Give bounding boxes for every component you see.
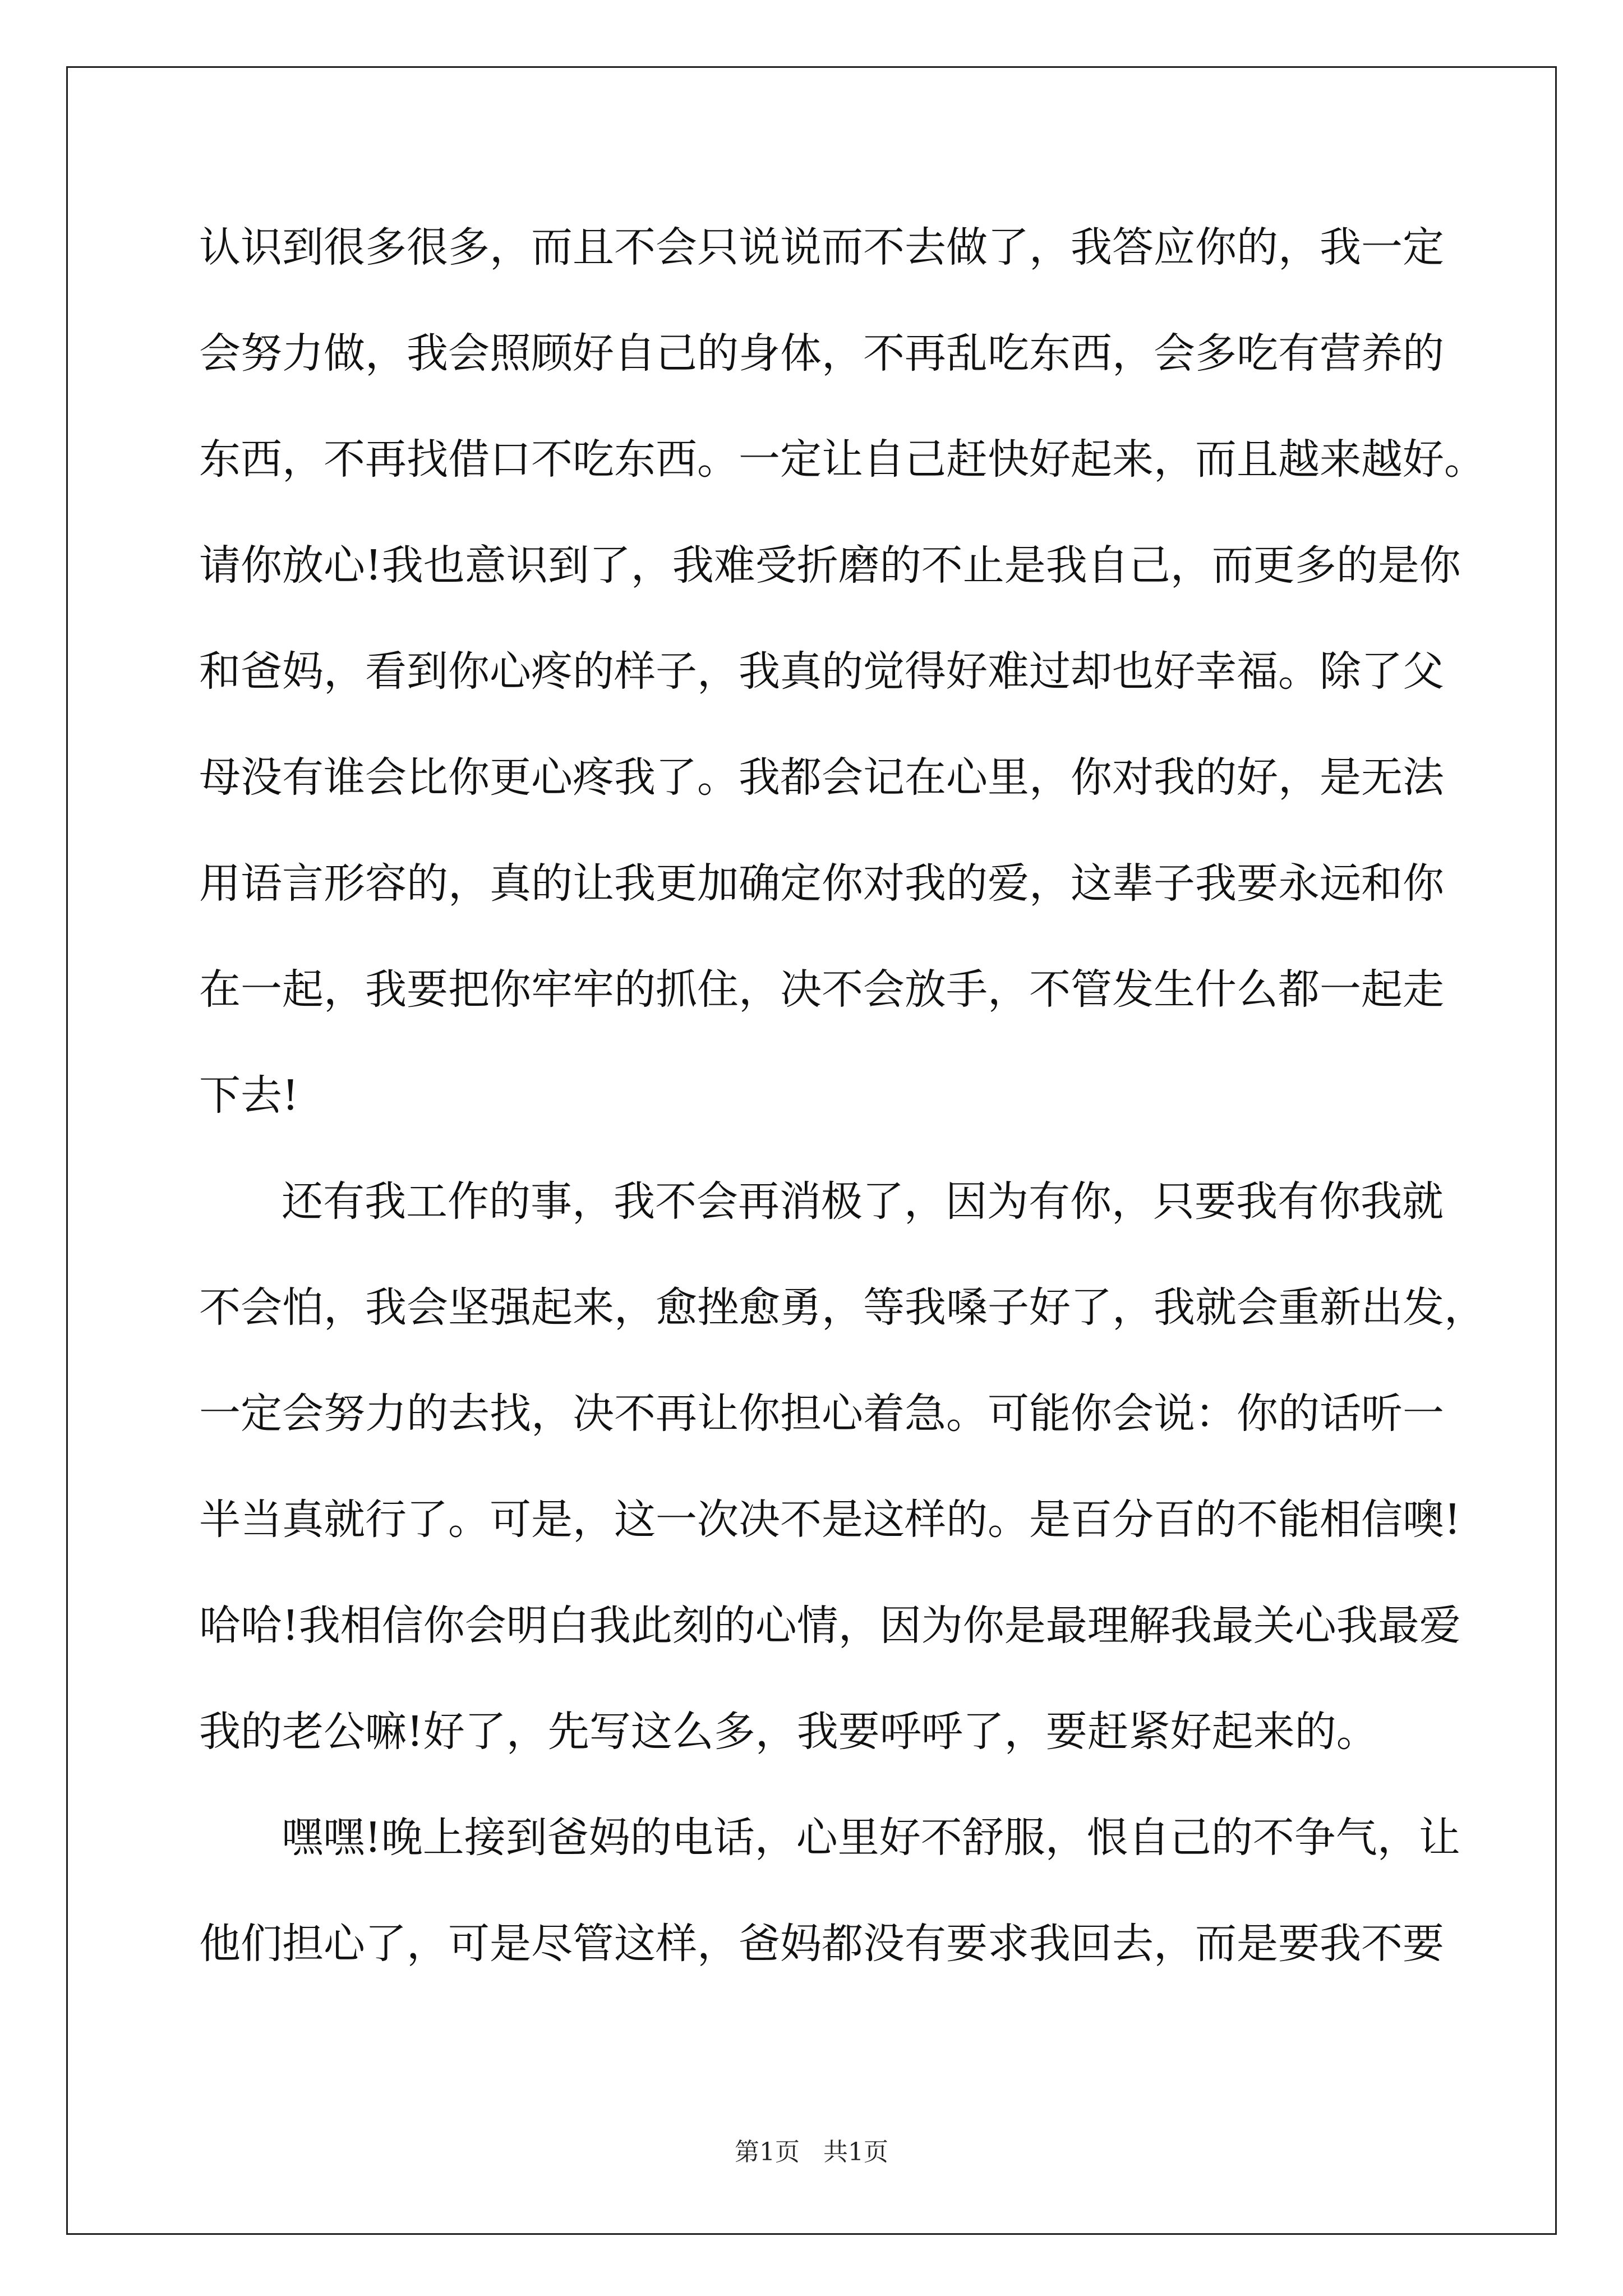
text-line-13: 半当真就行了。可是，这一次决不是这样的。是百分百的不能相信噢!	[199, 1496, 1461, 1544]
page-number-footer: 第1页 共1页	[735, 2138, 888, 2166]
text-line-1: 认识到很多很多，而且不会只说说而不去做了，我答应你的，我一定	[199, 223, 1444, 272]
text-line-12: 一定会努力的去找，决不再让你担心着急。可能你会说：你的话听一	[199, 1389, 1444, 1438]
text-line-5: 和爸妈，看到你心疼的样子，我真的觉得好难过却也好幸福。除了父	[199, 647, 1444, 696]
text-line-17: 他们担心了，可是尽管这样，爸妈都没有要求我回去，而是要我不要	[199, 1920, 1444, 1968]
text-line-14: 哈哈!我相信你会明白我此刻的心情，因为你是最理解我最关心我最爱	[199, 1602, 1461, 1650]
text-line-6: 母没有谁会比你更心疼我了。我都会记在心里，你对我的好，是无法	[199, 753, 1444, 802]
text-line-7: 用语言形容的，真的让我更加确定你对我的爱，这辈子我要永远和你	[199, 859, 1444, 908]
page-border	[66, 66, 1557, 2235]
text-line-8: 在一起，我要把你牢牢的抓住，决不会放手，不管发生什么都一起走	[199, 965, 1444, 1014]
text-line-4: 请你放心!我也意识到了，我难受折磨的不止是我自己，而更多的是你	[199, 541, 1461, 590]
text-line-9: 下去!	[199, 1071, 299, 1120]
text-line-15: 我的老公嘛!好了，先写这么多，我要呼呼了，要赶紧好起来的。	[199, 1708, 1378, 1756]
text-line-2: 会努力做，我会照顾好自己的身体，不再乱吃东西，会多吃有营养的	[199, 329, 1444, 378]
text-line-10: 还有我工作的事，我不会再消极了，因为有你，只要我有你我就	[282, 1177, 1444, 1226]
text-line-16: 嘿嘿!晚上接到爸妈的电话，心里好不舒服，恨自己的不争气，让	[282, 1814, 1460, 1862]
text-line-3: 东西，不再找借口不吃东西。一定让自己赶快好起来，而且越来越好。	[199, 435, 1486, 484]
text-line-11: 不会怕，我会坚强起来，愈挫愈勇，等我嗓子好了，我就会重新出发，	[199, 1283, 1486, 1332]
